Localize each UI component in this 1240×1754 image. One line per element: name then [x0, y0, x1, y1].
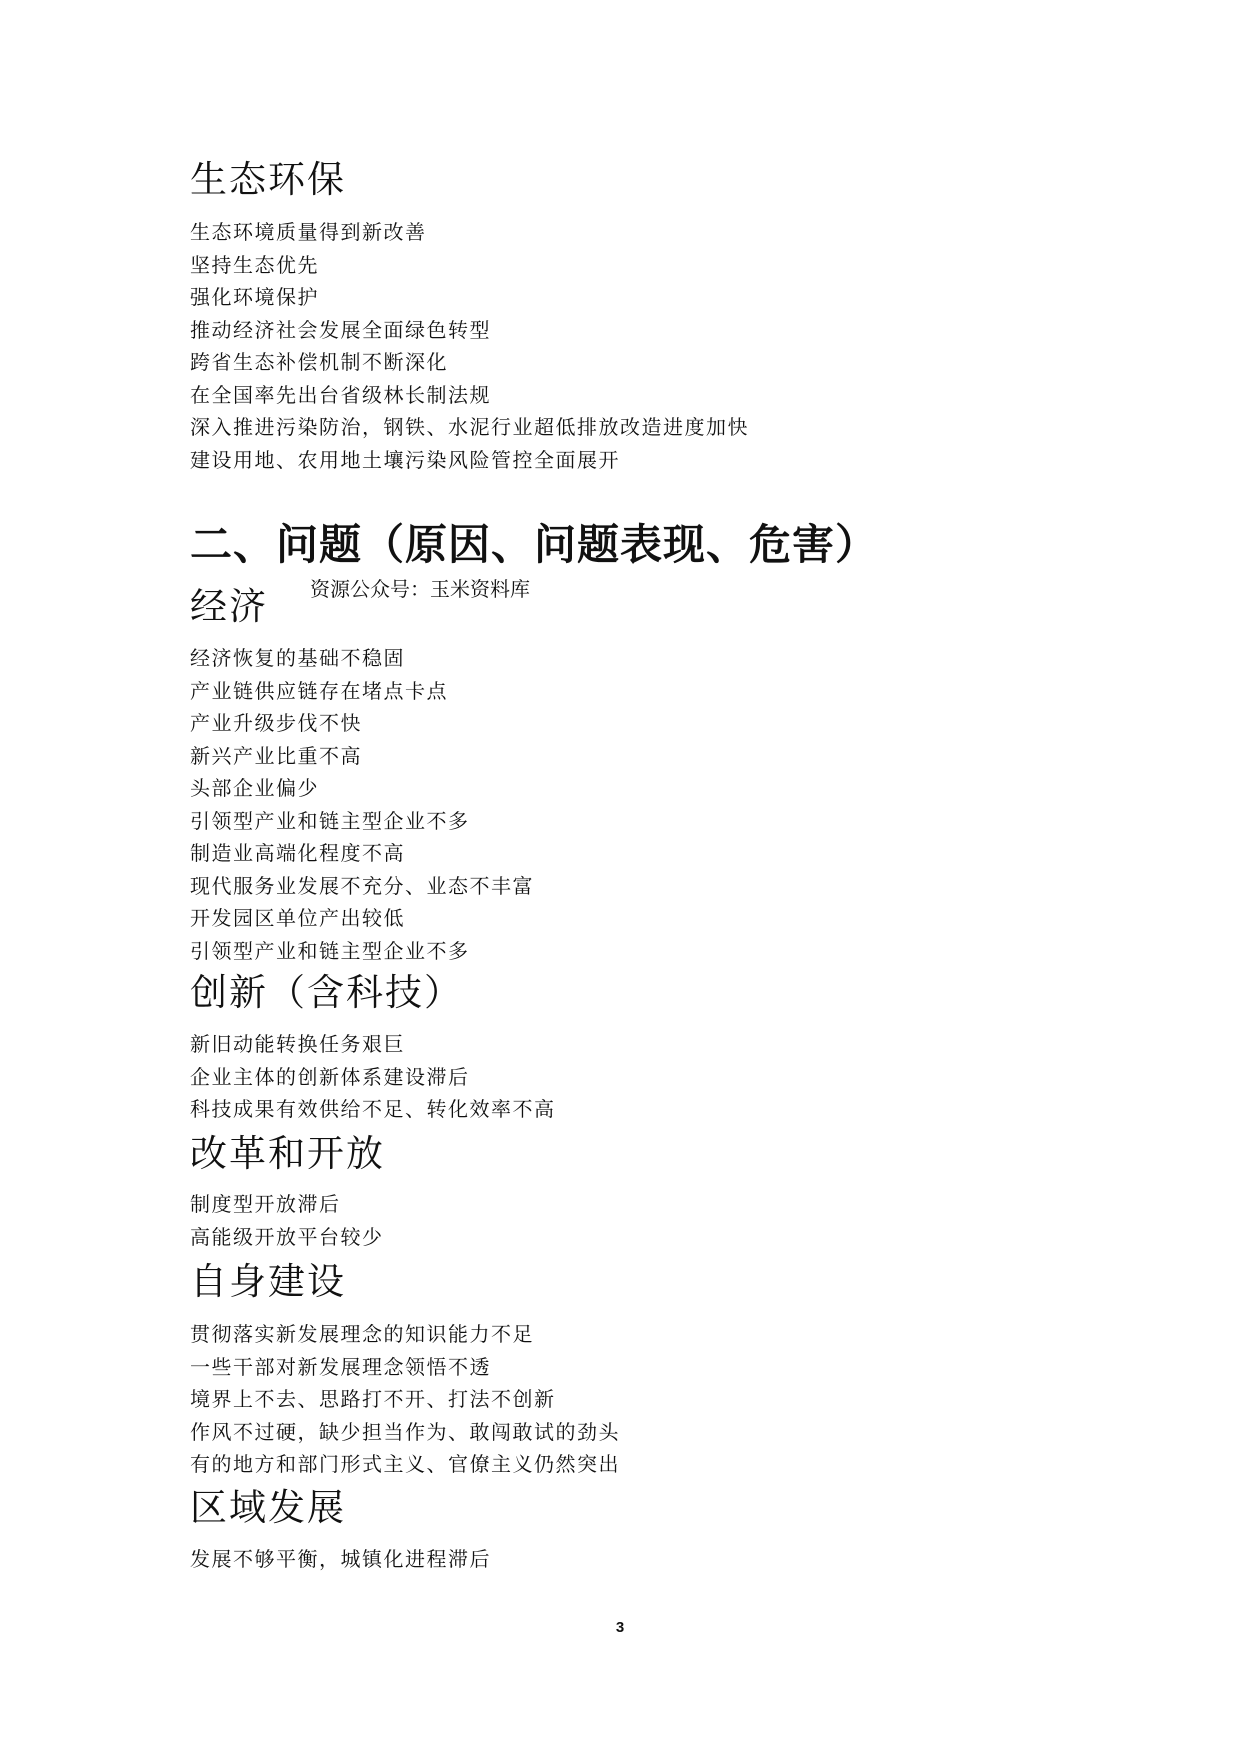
list-item: 一些干部对新发展理念领悟不透: [190, 1354, 491, 1379]
list-item: 在全国率先出台省级林长制法规: [190, 382, 491, 407]
list-item: 经济恢复的基础不稳固: [190, 646, 405, 670]
section-innovation: [190, 970, 463, 1016]
list-item: 开发园区单位产出较低: [190, 906, 405, 930]
section-ecology: [190, 157, 346, 203]
section-self-building-list-wrap: [190, 1318, 620, 1481]
list-item: 跨省生态补偿机制不断深化: [190, 350, 448, 374]
list-item: 高能级开放平台较少: [190, 1224, 384, 1249]
list-item: 生态环境质量得到新改善: [190, 220, 427, 244]
list-item: 制度型开放滞后: [190, 1192, 341, 1216]
list-item: 建设用地、农用地土壤污染风险管控全面展开: [190, 447, 620, 472]
list-item: 境界上不去、思路打不开、打法不创新: [190, 1387, 556, 1411]
list-item: 作风不过硬，缺少担当作为、敢闯敢试的劲头: [190, 1419, 620, 1444]
section-ecology-list-wrap: [190, 216, 749, 476]
section-self-building: [190, 1259, 346, 1305]
page-number: 3: [615, 1619, 625, 1636]
section-heading-economy: 经济: [190, 585, 268, 628]
list-item: 深入推进污染防治，钢铁、水泥行业超低排放改造进度加快: [190, 415, 749, 439]
section-economy: [190, 584, 268, 630]
section-economy-list-wrap: [190, 642, 534, 967]
list-item: 引领型产业和链主型企业不多: [190, 938, 470, 963]
list-item: 坚持生态优先: [190, 252, 319, 277]
source-note: 资源公众号：玉米资料库: [310, 577, 530, 601]
list-item: 引领型产业和链主型企业不多: [190, 808, 470, 833]
section-heading-ecology: 生态环保: [190, 158, 346, 201]
list-item: 有的地方和部门形式主义、官僚主义仍然突出: [190, 1452, 620, 1476]
list-item: 新兴产业比重不高: [190, 743, 362, 768]
section-reform-list: [190, 1188, 384, 1253]
list-item: 头部企业偏少: [190, 776, 319, 800]
section-innovation-list-wrap: [190, 1028, 556, 1126]
section-self-building-list: [190, 1318, 620, 1481]
section-reform: [190, 1131, 385, 1177]
list-item: 产业升级步伐不快: [190, 711, 362, 735]
list-item: 产业链供应链存在堵点卡点: [190, 678, 448, 703]
section-regional-list: [190, 1543, 491, 1576]
section-regional: [190, 1485, 346, 1531]
list-item: 发展不够平衡，城镇化进程滞后: [190, 1547, 491, 1571]
list-item: 推动经济社会发展全面绿色转型: [190, 317, 491, 342]
section-ecology-list: [190, 216, 749, 476]
list-item: 企业主体的创新体系建设滞后: [190, 1064, 470, 1089]
section-economy-list: [190, 642, 534, 967]
section-regional-list-wrap: [190, 1543, 491, 1576]
section-heading-innovation: 创新（含科技）: [190, 971, 463, 1014]
section-heading-self-building: 自身建设: [190, 1260, 346, 1303]
section-problems: [190, 519, 878, 571]
list-item: 现代服务业发展不充分、业态不丰富: [190, 873, 534, 898]
list-item: 新旧动能转换任务艰巨: [190, 1032, 405, 1056]
list-item: 制造业高端化程度不高: [190, 841, 405, 865]
list-item: 科技成果有效供给不足、转化效率不高: [190, 1097, 556, 1121]
section-heading-reform: 改革和开放: [190, 1132, 385, 1175]
section-reform-list-wrap: [190, 1188, 384, 1253]
list-item: 强化环境保护: [190, 285, 319, 309]
list-item: 贯彻落实新发展理念的知识能力不足: [190, 1322, 534, 1346]
section-innovation-list: [190, 1028, 556, 1126]
section-heading-regional: 区域发展: [190, 1486, 346, 1529]
chapter-heading-problems: 二、问题（原因、问题表现、危害）: [190, 520, 879, 569]
